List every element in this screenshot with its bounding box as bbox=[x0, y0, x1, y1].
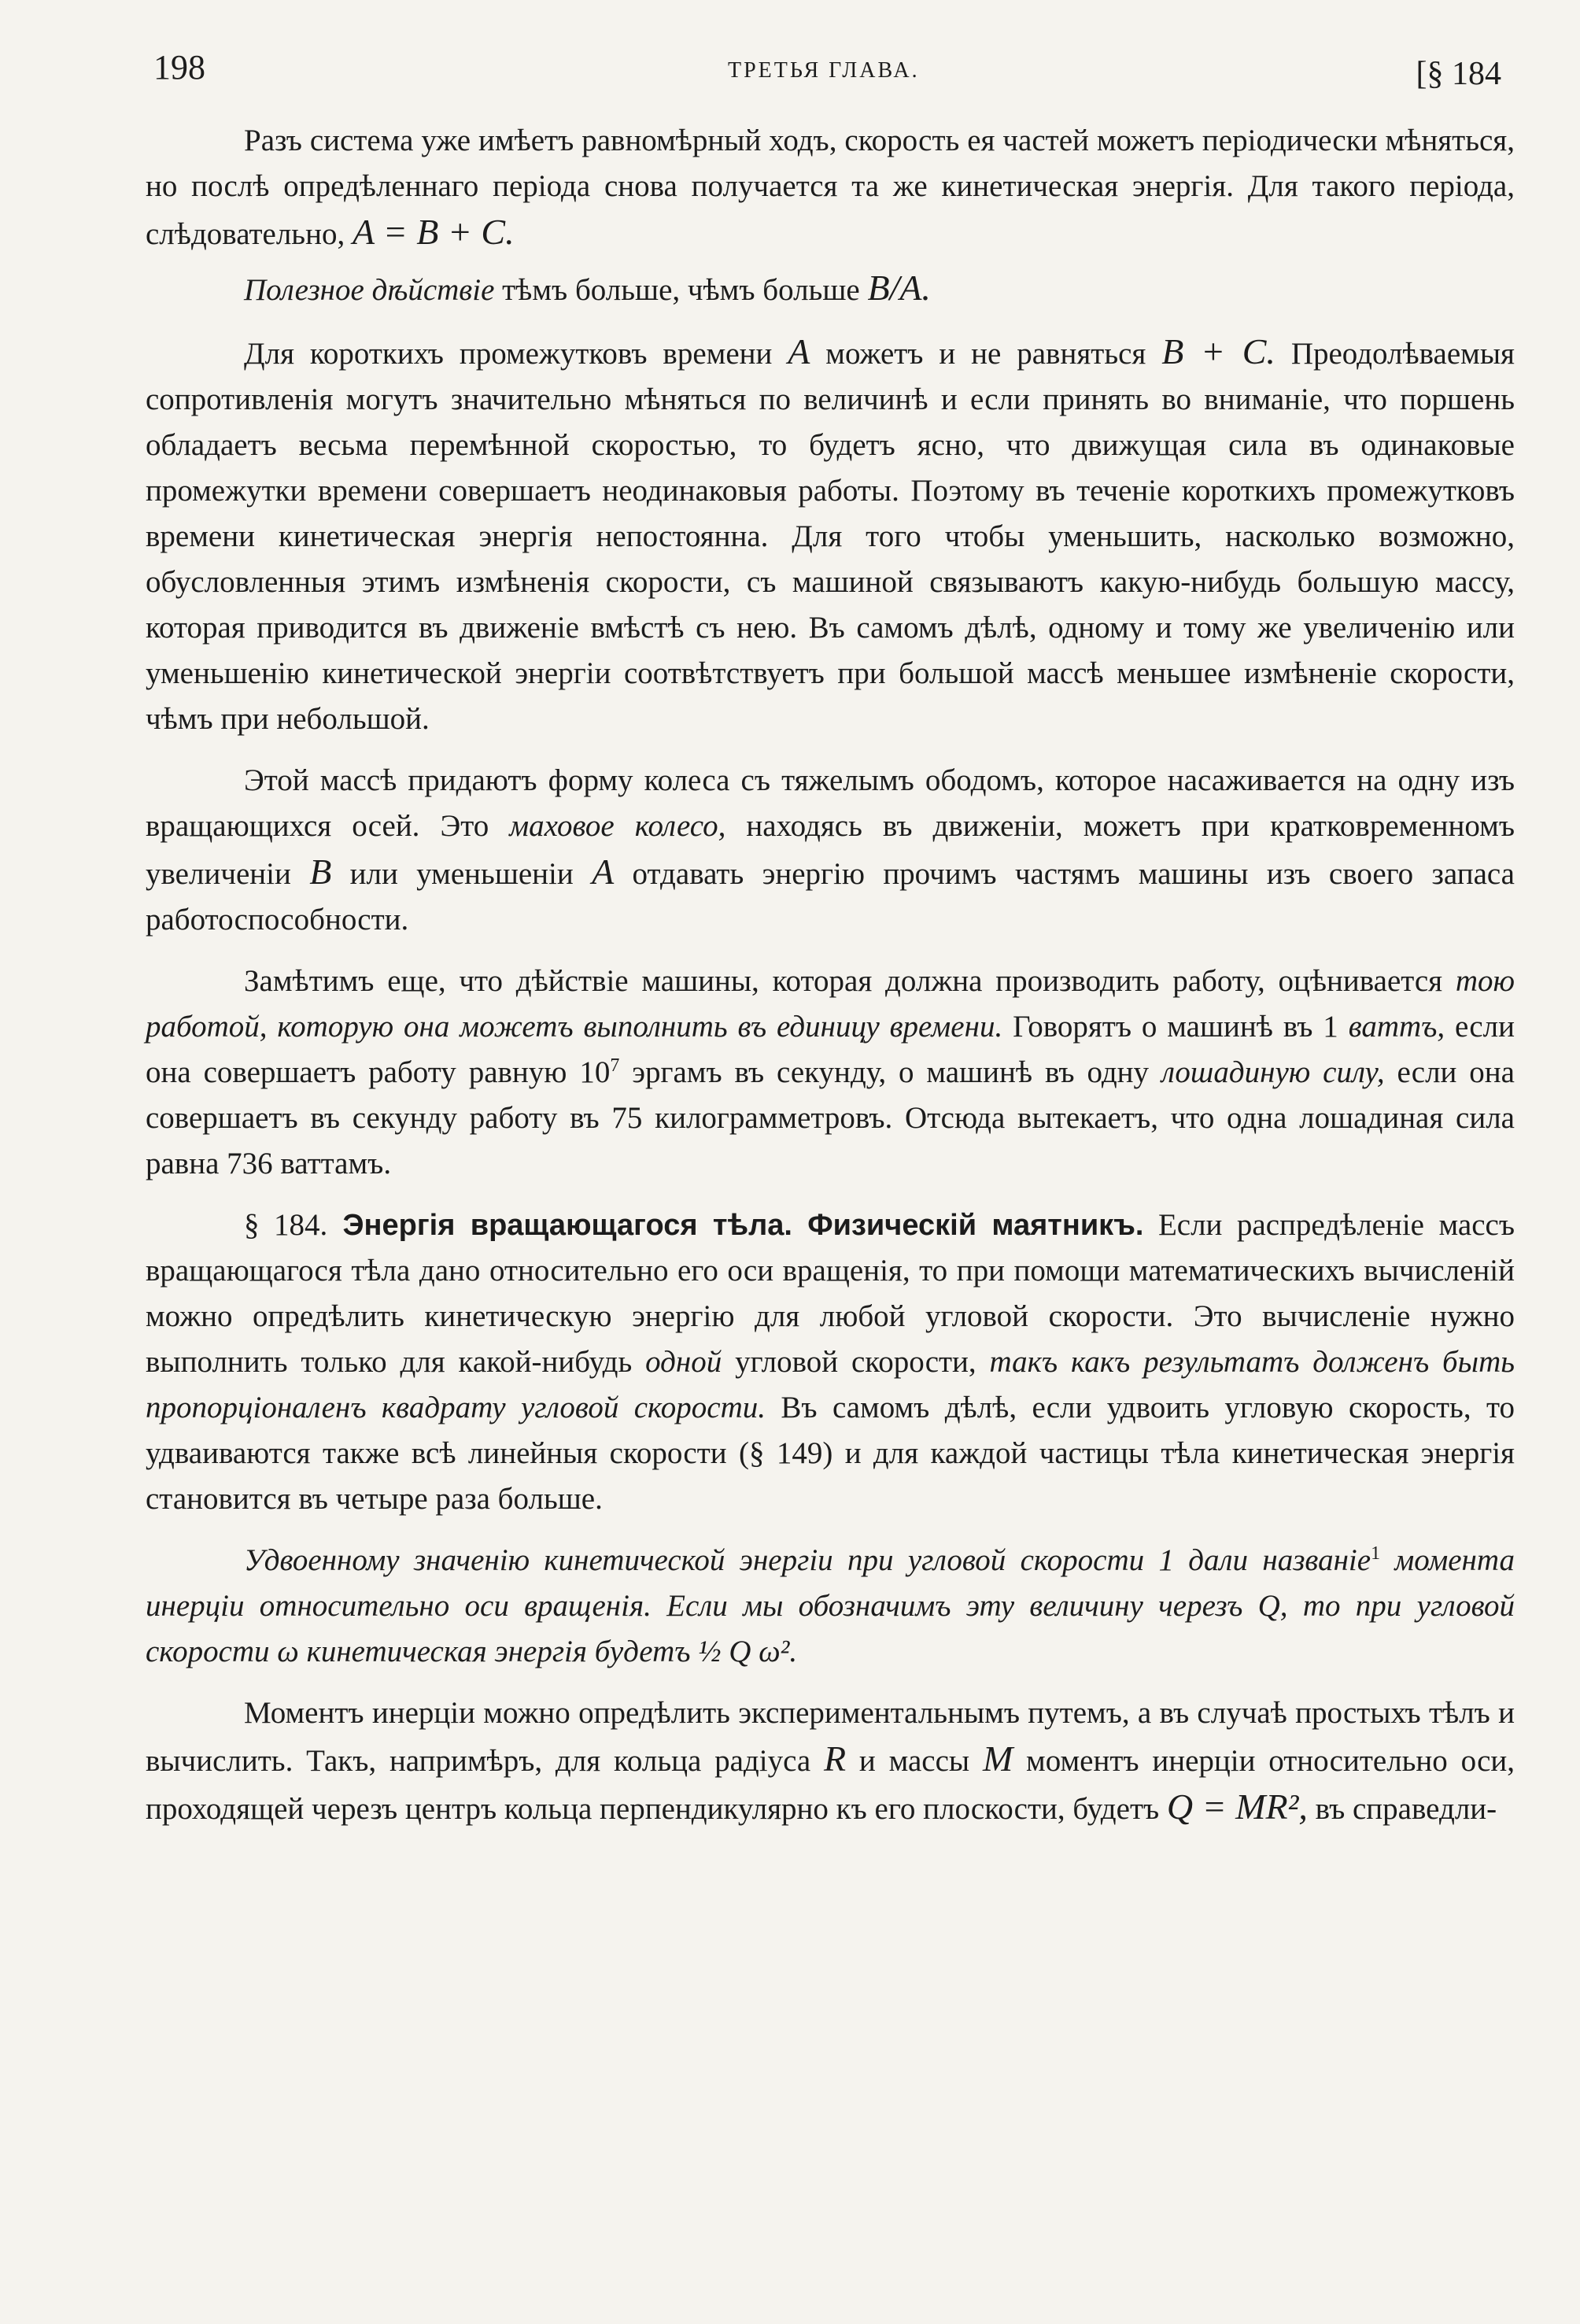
paragraph-text: если она совершаетъ въ секунду работу въ 75 килограмметровъ. Отсюда вытекаетъ, что одна лошадиная сила равна 736 ваттамъ. bbox=[146, 1055, 1515, 1180]
paragraph-text: моментъ инерціи относительно оси, проходящей черезъ центръ кольца перпендикулярно къ его плоскости, будетъ bbox=[146, 1744, 1515, 1826]
paragraph-text: Разъ система уже имѣетъ равномѣрный ходъ, скорость ея частей можетъ періодически мѣняться, но послѣ опредѣленнаго періода снова получается та же кинетическая энергія. Для такого періода, слѣдовательно, bbox=[146, 124, 1515, 251]
formula: Q = MR², bbox=[1166, 1786, 1308, 1827]
formula: A bbox=[592, 852, 615, 892]
paragraph-text: и массы bbox=[846, 1744, 983, 1778]
formula: R bbox=[824, 1738, 847, 1779]
section-reference: [§ 184 bbox=[1416, 56, 1501, 92]
paragraph-text: Говорятъ о машинѣ въ 1 bbox=[1002, 1010, 1349, 1044]
italic-term: маховое колесо, bbox=[509, 809, 726, 843]
italic-phrase: момента инерціи относительно оси вращенія. Если мы обозначимъ эту величину черезъ Q, то при угловой скорости ω кинетическая энергія будетъ ½ Q ω². bbox=[146, 1543, 1515, 1668]
paragraph-text: если она совершаетъ работу равную 10 bbox=[146, 1010, 1515, 1089]
paragraph-5 bbox=[146, 959, 1515, 1187]
paragraph-6 bbox=[146, 1203, 1515, 1522]
footnote-marker: 1 bbox=[1371, 1543, 1381, 1564]
italic-phrase: Удвоенному значенію кинетической энергіи при угловой скорости 1 дали названіе bbox=[244, 1543, 1371, 1577]
paragraph-text: находясь въ движеніи, можетъ при кратковременномъ увеличеніи bbox=[146, 809, 1515, 891]
italic-phrase: тою работой, которую она можетъ выполнить въ единицу времени. bbox=[146, 964, 1515, 1044]
paragraph-text: Этой массѣ придаютъ форму колеса съ тяжелымъ ободомъ, которое насаживается на одну изъ вращающихся осей. Это bbox=[146, 763, 1515, 843]
page-number: 198 bbox=[153, 48, 205, 87]
superscript: 7 bbox=[610, 1055, 620, 1076]
paragraph-text: тѣмъ больше, чѣмъ больше bbox=[494, 273, 868, 307]
paragraph-text: Для короткихъ промежутковъ времени bbox=[244, 337, 788, 371]
paragraph-text: Въ самомъ дѣлѣ, если удвоить угловую скорость, то удваиваются также всѣ линейныя скорости (§ 149) и для каждой частицы тѣла кинетическая энергія становится въ четыре раза больше. bbox=[146, 1391, 1515, 1516]
italic-term: одной bbox=[645, 1345, 722, 1379]
formula: M bbox=[982, 1738, 1013, 1779]
italic-term: лошадиную силу, bbox=[1161, 1055, 1385, 1089]
paragraph-text: угловой скорости, bbox=[722, 1345, 990, 1379]
chapter-title: ТРЕТЬЯ ГЛАВА. bbox=[728, 58, 920, 83]
italic-term: Полезное дѣйствіе bbox=[244, 273, 495, 307]
paragraph-text: или уменьшеніи bbox=[331, 857, 592, 891]
paragraph-text: Преодолѣваемыя сопротивленія могутъ значительно мѣняться по величинѣ и если принять во вниманіе, что поршень обладаетъ весьма перемѣнной скоростью, то будетъ ясно, что движущая сила въ одинаковые промежутки времени совершаетъ неодинаковыя работы. Поэтому въ теченіе короткихъ промежутковъ времени кинетическая энергія непостоянна. Для того чтобы уменьшить, насколько возможно, обусловленныя этимъ измѣненія скорости, съ машиной связываютъ какую-нибудь большую массу, которая приводится въ движеніе вмѣстѣ съ нею. Въ самомъ дѣлѣ, одному и тому же увеличенію или уменьшенію кинетической энергіи соотвѣтствуетъ при большой массѣ меньшее измѣненіе скорости, чѣмъ при небольшой. bbox=[146, 337, 1515, 736]
paragraph-4 bbox=[146, 758, 1515, 943]
paragraph-7 bbox=[146, 1538, 1515, 1675]
paragraph-text: Если распредѣленіе массъ вращающагося тѣла дано относительно его оси вращенія, то при помощи математическихъ вычисленій можно опредѣлить кинетическую энергію для любой угловой скорости. Это вычисленіе нужно выполнить только для какой-нибудь bbox=[146, 1208, 1515, 1379]
formula: A = B + C. bbox=[352, 212, 515, 252]
paragraph-2 bbox=[146, 265, 1515, 313]
paragraph-3 bbox=[146, 329, 1515, 742]
paragraph-text: въ справедли- bbox=[1307, 1792, 1497, 1826]
italic-term: ваттъ, bbox=[1348, 1010, 1445, 1044]
formula: B/A. bbox=[867, 268, 931, 308]
formula: A bbox=[788, 331, 810, 371]
paragraph-text: отдавать энергію прочимъ частямъ машины изъ своего запаса работоспособности. bbox=[146, 857, 1515, 937]
formula: B bbox=[309, 852, 332, 892]
running-header bbox=[146, 31, 1517, 118]
paragraph-8 bbox=[146, 1690, 1515, 1832]
italic-phrase: такъ какъ результатъ долженъ быть пропорціоналенъ квадрату угловой скорости. bbox=[146, 1345, 1515, 1424]
section-number: § 184. bbox=[244, 1208, 328, 1242]
body-text bbox=[146, 118, 1515, 1832]
paragraph-text: Замѣтимъ еще, что дѣйствіе машины, которая должна производить работу, оцѣнивается bbox=[244, 964, 1456, 998]
paragraph-text: эргамъ въ секунду, о машинѣ въ одну bbox=[619, 1055, 1161, 1089]
paragraph-text: можетъ и не равняться bbox=[810, 337, 1162, 371]
formula: B + C. bbox=[1161, 331, 1275, 371]
paragraph-1 bbox=[146, 118, 1515, 257]
paragraph-text: Моментъ инерціи можно опредѣлить экспериментальнымъ путемъ, а въ случаѣ простыхъ тѣлъ и вычислить. Такъ, напримѣръ, для кольца радіуса bbox=[146, 1696, 1515, 1778]
section-heading: Энергія вращающагося тѣла. Физическій маятникъ. bbox=[327, 1209, 1144, 1242]
